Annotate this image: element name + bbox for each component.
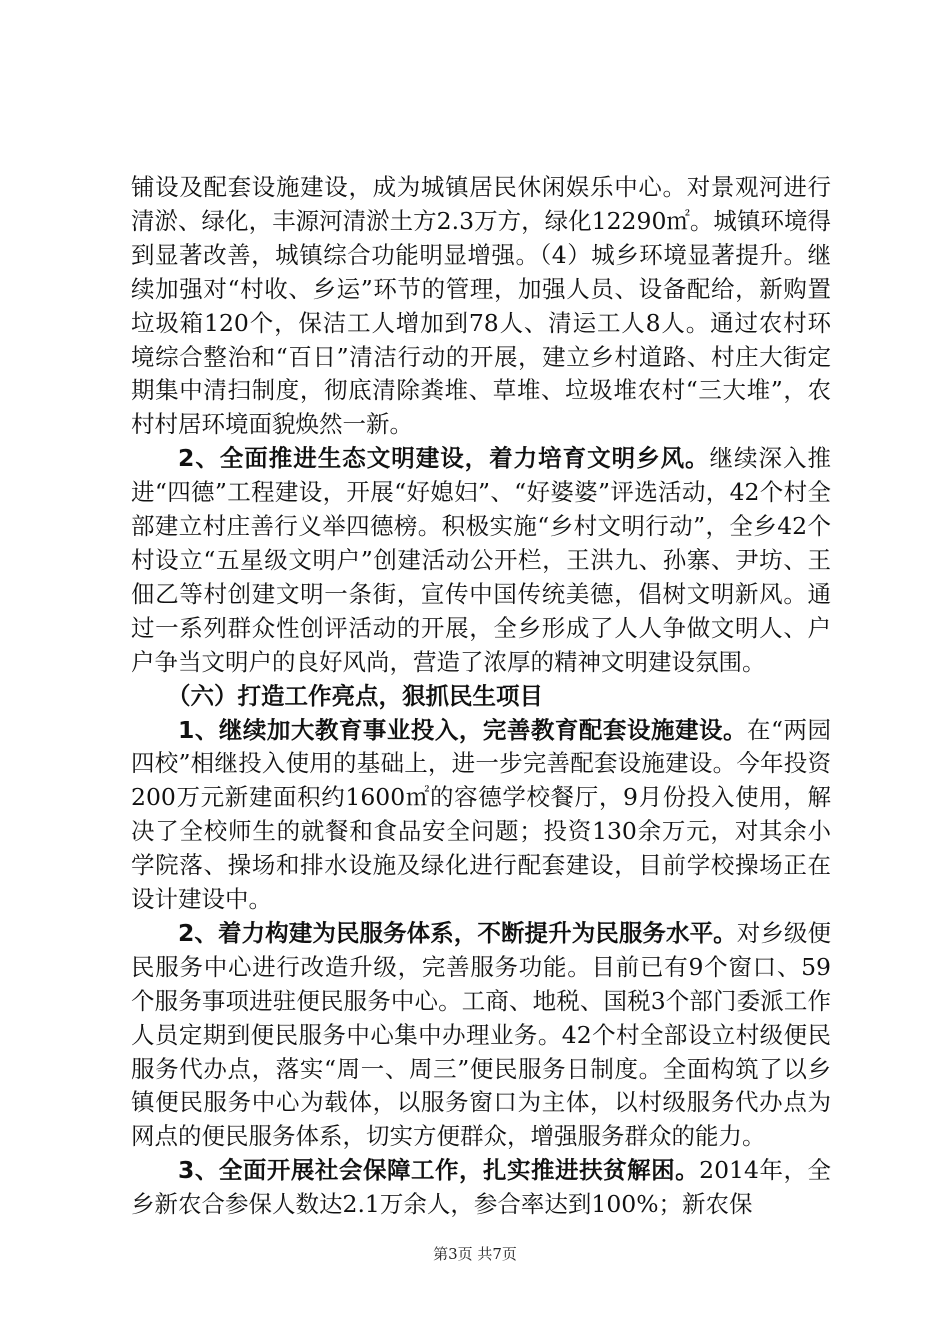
paragraph-social-security-text: 2014年，全乡新农合参保人数达2.1万余人，参合率达到100%；新农保	[131, 1156, 831, 1219]
paragraph-social-security-heading: 3、全面开展社会保障工作，扎实推进扶贫解困。	[178, 1156, 700, 1185]
paragraph-service-heading: 2、着力构建为民服务体系，不断提升为民服务水平。	[178, 918, 737, 947]
page-number-footer: 第3页 共7页	[433, 1245, 517, 1263]
paragraph-civilization-text: 继续深入推进“四德”工程建设，开展“好媳妇”、“好婆婆”评选活动，42个村全部建立村庄善行义举四德榜。积极实施“乡村文明行动”，全乡42个村设立“五星级文明户”创建活动公开栏，王洪九、孙寨、尹坊、王佃乙等村创建文明一条街，宣传中国传统美德，倡树文明新风。通过一系列群众性创评活动的开展，全乡形成了人人争做文明人、户户争当文明户的良好风尚，营造了浓厚的精神文明建设氛围。	[131, 444, 831, 676]
paragraph-education-text: 在“两园四校”相继投入使用的基础上，进一步完善配套设施建设。今年投资200万元新建面积约1600㎡的容德学校餐厅，9月份投入使用，解决了全校师生的就餐和食品安全问题；投资130余万元，对其余小学院落、操场和排水设施及绿化进行配套建设，目前学校操场正在设计建设中。	[131, 715, 831, 914]
section-heading-text: （六）打造工作亮点，狠抓民生项目	[167, 681, 543, 710]
paragraph-environment: 铺设及配套设施建设，成为城镇居民休闲娱乐中心。对景观河进行清淤、绿化，丰源河清淤土方2.3万方，绿化12290㎡。城镇环境得到显著改善，城镇综合功能明显增强。（4）城乡环境显著提升。继续加强对“村收、乡运”环节的管理，加强人员、设备配给，新购置垃圾箱120个，保洁工人增加到78人、清运工人8人。通过农村环境综合整治和“百日”清洁行动的开展，建立乡村道路、村庄大街定期集中清扫制度，彻底清除粪堆、草堆、垃圾堆农村“三大堆”，农村村居环境面貌焕然一新。	[131, 173, 831, 439]
paragraph-civilization	[131, 442, 831, 679]
paragraph-social-security	[131, 1154, 831, 1222]
paragraph-civilization-heading: 2、全面推进生态文明建设，着力培育文明乡风。	[178, 444, 710, 473]
section-heading	[131, 680, 831, 714]
paragraph-education	[131, 714, 831, 917]
paragraph-education-heading: 1、继续加大教育事业投入，完善教育配套设施建设。	[178, 715, 747, 744]
document-body	[131, 171, 831, 1222]
paragraph-service	[131, 917, 831, 1154]
paragraph-service-text: 对乡级便民服务中心进行改造升级，完善服务功能。目前已有9个窗口、59个服务事项进驻便民服务中心。工商、地税、国税3个部门委派工作人员定期到便民服务中心集中办理业务。42个村全部设立村级便民服务代办点，落实“周一、周三”便民服务日制度。全面构筑了以乡镇便民服务中心为载体，以服务窗口为主体，以村级服务代办点为网点的便民服务体系，切实方便群众，增强服务群众的能力。	[131, 918, 832, 1151]
